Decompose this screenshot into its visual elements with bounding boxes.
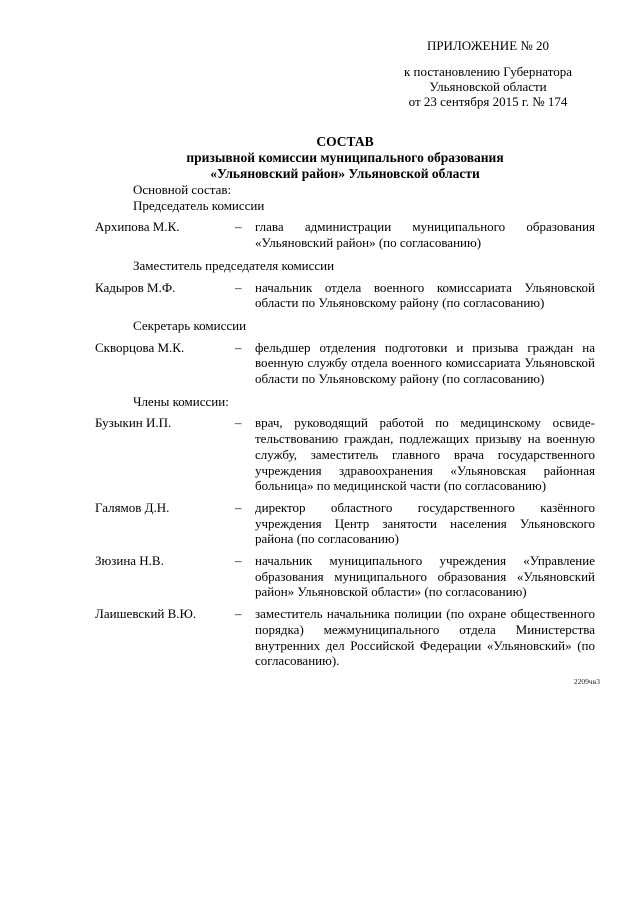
roster-entry [95,415,595,494]
dash-separator: – [235,553,242,569]
reference-block [382,38,594,109]
member-name: Лаишевский В.Ю. [95,606,197,622]
dash-separator: – [235,219,242,235]
title-line: призывной комиссии муниципального образования [186,150,504,165]
roster-entry [95,553,595,600]
appendix-number: ПРИЛОЖЕНИЕ № 20 [426,38,550,53]
document-title [0,134,640,182]
heading-secretary: Секретарь комиссии [133,317,247,333]
roster-entry [95,500,595,547]
member-name: Зюзина Н.В. [95,553,164,569]
reference-line: Ульяновской области [429,79,547,94]
member-name: Скворцова М.К. [95,339,185,355]
member-name: Кадыров М.Ф. [95,279,176,295]
member-description: врач, руководящий работой по медицинскому освидетельствованию граждан, подлежащих призыву на военную службу, заместитель главного врача государственного учреждения здравоохранения «Ульяновская районная больница» по медицинской части (по согласованию) [255,415,595,494]
member-name: Галямов Д.Н. [95,499,170,515]
roster-content [95,182,595,669]
member-description: глава администрации муниципального образования «Ульяновский район» (по согласованию) [255,219,595,251]
heading-members: Члены комиссии: [133,393,229,409]
member-name: Архипова М.К. [95,219,180,235]
dash-separator: – [235,339,242,355]
roster-entry [95,606,595,669]
reference-line: от 23 сентября 2015 г. № 174 [408,94,568,109]
heading-main-roster: Основной состав: [133,182,232,197]
typist-mark: 2209чв3 [573,676,600,686]
member-name: Бузыкин И.П. [95,415,172,431]
member-description: директор областного государственного казённого учреждения Центр занятости населения Ульяновского района (по согласованию) [255,499,595,547]
dash-separator: – [235,606,242,622]
roster-entry [95,219,595,250]
roster-entry [95,280,595,311]
reference-line: к постановлению Губернатора [403,64,573,79]
member-description: начальник отдела военного комиссариата Ульяновской области по Ульяновскому району (по согласованию) [255,279,595,311]
member-description: заместитель начальника полиции (по охране общественного порядка) межмуниципального отдела Министерства внутренних дел Российской Федерации «Ульяновский» (по согласованию). [255,606,595,669]
dash-separator: – [235,415,242,431]
heading-chairman: Председатель комиссии [133,197,265,213]
dash-separator: – [235,499,242,515]
member-description: фельдшер отделения подготовки и призыва граждан на военную службу отдела военного комиссариата Ульяновской области по Ульяновскому району (по согласованию) [255,339,595,387]
heading-deputy-chairman: Заместитель председателя комиссии [133,257,335,273]
roster-entry [95,340,595,387]
member-description: начальник муниципального учреждения «Управление образования муниципального образования «Ульяновский район» Ульяновской области» (по согласованию) [255,553,595,600]
title-line: «Ульяновский район» Ульяновской области [210,166,480,181]
dash-separator: – [235,279,242,295]
title-line: СОСТАВ [316,134,374,149]
